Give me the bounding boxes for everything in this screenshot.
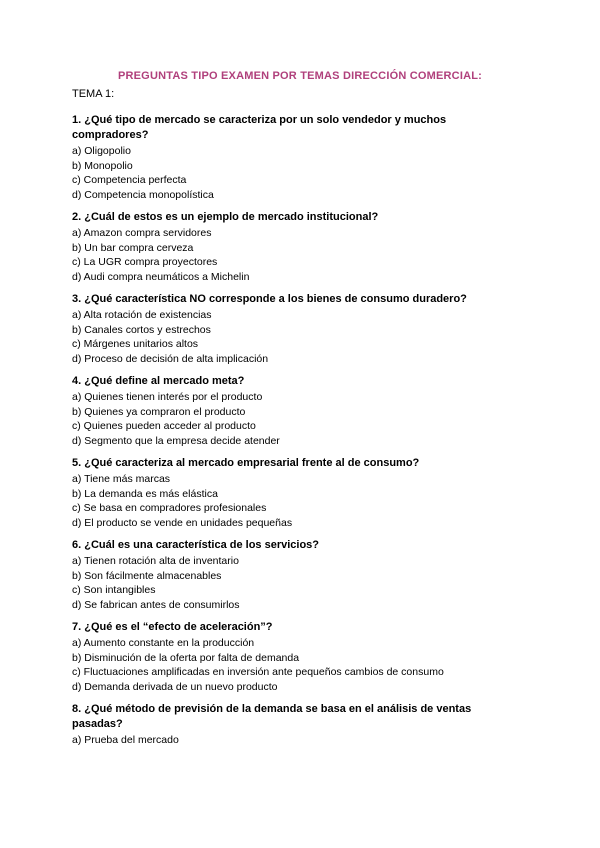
option-d: d) Proceso de decisión de alta implicación [72,352,269,365]
option-c: c) Competencia perfecta [72,174,187,186]
option-b: b) La demanda es más elástica [72,487,218,500]
question-2 [72,210,472,284]
option-b: b) Disminución de la oferta por falta de demanda [72,651,300,664]
option-a: a) Aumento constante en la producción [72,637,255,649]
option-a: a) Prueba del mercado [72,734,179,746]
option-b: b) Monopolio [72,159,133,172]
option-d: d) Segmento que la empresa decide atender [72,434,280,447]
option-c: c) Se basa en compradores profesionales [72,502,267,514]
option-a: a) Alta rotación de existencias [72,309,212,321]
option-d: d) Se fabrican antes de consumirlos [72,598,240,611]
option-b: b) Un bar compra cerveza [72,241,194,254]
topic-heading: TEMA 1: [72,88,115,100]
question-6 [72,538,472,612]
option-d: d) Demanda derivada de un nuevo producto [72,680,278,693]
question-text: 1. ¿Qué tipo de mercado se caracteriza por un solo vendedor y muchos compradores? [72,114,447,141]
option-a: a) Amazon compra servidores [72,227,212,239]
question-7 [72,620,472,694]
option-d: d) Audi compra neumáticos a Michelin [72,270,250,283]
option-c: c) La UGR compra proyectores [72,256,218,268]
option-c: c) Quienes pueden acceder al producto [72,420,256,432]
option-b: b) Canales cortos y estrechos [72,323,211,336]
option-a: a) Tiene más marcas [72,473,171,485]
option-c: c) Fluctuaciones amplificadas en inversión ante pequeños cambios de consumo [72,666,444,678]
question-text: 5. ¿Qué caracteriza al mercado empresarial frente al de consumo? [72,457,420,469]
question-text: 7. ¿Qué es el “efecto de aceleración”? [72,621,273,633]
question-list [72,113,472,756]
option-b: b) Quienes ya compraron el producto [72,405,246,418]
option-b: b) Son fácilmente almacenables [72,569,222,582]
option-d: d) El producto se vende en unidades pequeñas [72,516,293,529]
question-text: 4. ¿Qué define al mercado meta? [72,375,245,387]
document-title: PREGUNTAS TIPO EXAMEN POR TEMAS DIRECCIÓN COMERCIAL: [117,70,483,82]
option-d: d) Competencia monopolística [72,188,214,201]
question-8 [72,702,472,748]
question-3 [72,292,472,366]
option-c: c) Son intangibles [72,584,156,596]
option-a: a) Oligopolio [72,145,131,157]
option-a: a) Quienes tienen interés por el producto [72,391,263,403]
option-c: c) Márgenes unitarios altos [72,338,199,350]
question-text: 6. ¿Cuál es una característica de los servicios? [72,539,320,551]
question-text: 3. ¿Qué característica NO corresponde a los bienes de consumo duradero? [72,293,467,305]
question-1 [72,113,472,202]
question-text: 2. ¿Cuál de estos es un ejemplo de mercado institucional? [72,211,379,223]
option-a: a) Tienen rotación alta de inventario [72,555,239,567]
question-4 [72,374,472,448]
question-5 [72,456,472,530]
question-text: 8. ¿Qué método de previsión de la demanda se basa en el análisis de ventas pasadas? [72,703,472,730]
